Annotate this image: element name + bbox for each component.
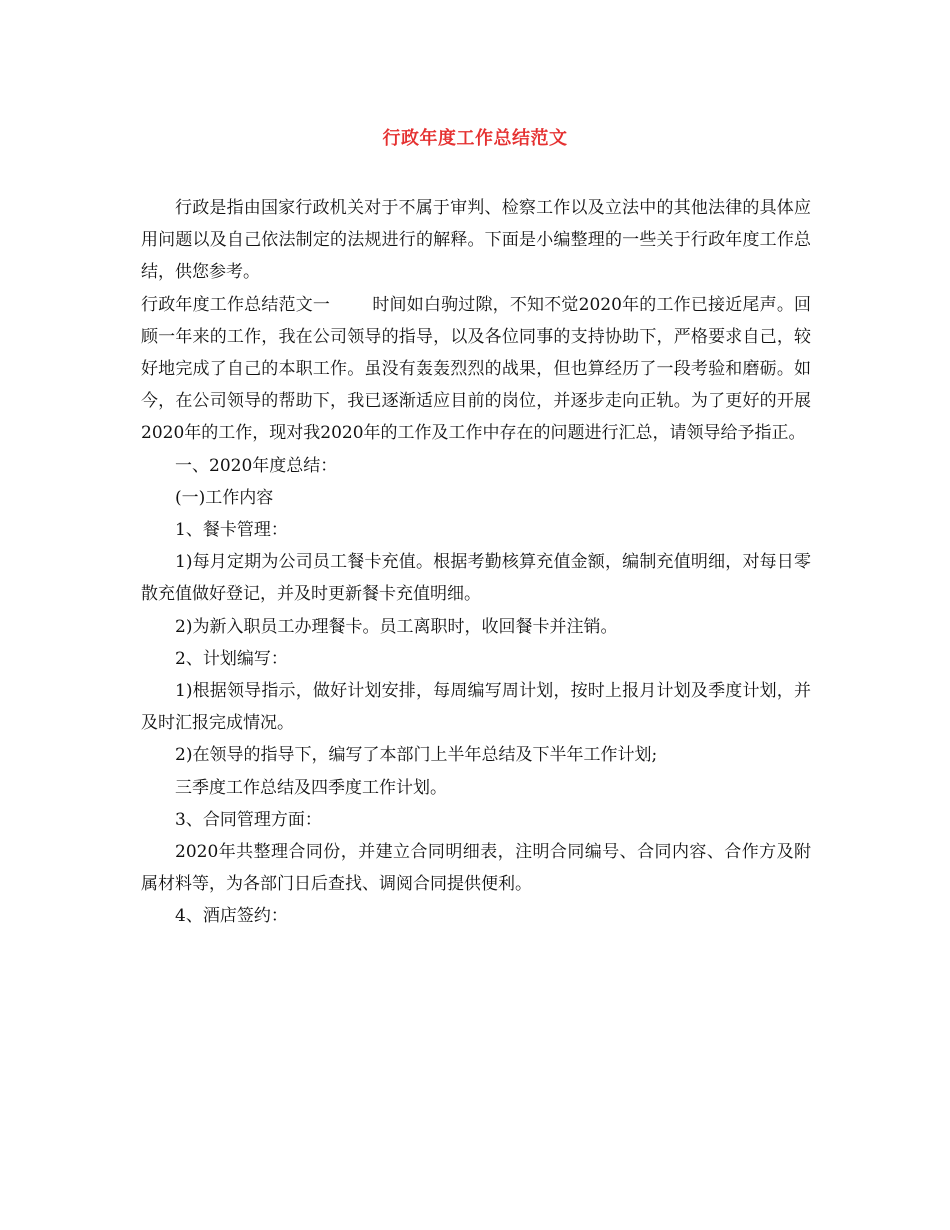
heading-2020-summary: 一、2020年度总结：	[175, 455, 338, 476]
heading-hotel-contract: 4、酒店签约：	[175, 906, 288, 927]
meal-card-item-1: 1)每月定期为公司员工餐卡充值。根据考勤核算充值金额，编制充值明细，对每日零散充值做好登记，并及时更新餐卡充值明细。	[141, 552, 811, 605]
intro-paragraph: 行政是指由国家行政机关对于不属于审判、检察工作以及立法中的其他法律的具体应用问题以及自己依法制定的法规进行的解释。下面是小编整理的一些关于行政年度工作总结，供您参考。	[141, 198, 811, 283]
heading-work-content: (一)工作内容	[175, 487, 274, 508]
heading-plan-writing: 2、计划编写：	[175, 648, 288, 669]
document-title: 行政年度工作总结范文	[382, 128, 568, 149]
plan-item-2-continued: 三季度工作总结及四季度工作计划。	[175, 777, 447, 798]
heading-contract-management: 3、合同管理方面：	[175, 809, 322, 830]
section-label: 行政年度工作总结范文一	[141, 294, 331, 315]
section-body: 时间如白驹过隙，不知不觉2020年的工作已接近尾声。回顾一年来的工作，我在公司领导的指导，以及各位同事的支持协助下，严格要求自己，较好地完成了自己的本职工作。虽没有轰轰烈烈的战果，但也算经历了一段考验和磨砺。如今，在公司领导的帮助下，我已逐渐适应目前的岗位，并逐步走向正轨。为了更好的开展2020年的工作，现对我2020年的工作及工作中存在的问题进行汇总，请领导给予指正。	[141, 294, 812, 444]
contract-paragraph: 2020年共整理合同份，并建立合同明细表，注明合同编号、合同内容、合作方及附属材料等，为各部门日后查找、调阅合同提供便利。	[141, 842, 811, 895]
heading-meal-card: 1、餐卡管理：	[175, 520, 288, 541]
plan-item-2: 2)在领导的指导下，编写了本部门上半年总结及下半年工作计划;	[175, 745, 658, 766]
section-paragraph	[141, 289, 811, 450]
plan-item-1: 1)根据领导指示，做好计划安排，每周编写周计划，按时上报月计划及季度计划，并及时汇报完成情况。	[141, 681, 811, 734]
document-body	[141, 192, 811, 933]
meal-card-item-2: 2)为新入职员工办理餐卡。员工离职时，收回餐卡并注销。	[175, 616, 618, 637]
